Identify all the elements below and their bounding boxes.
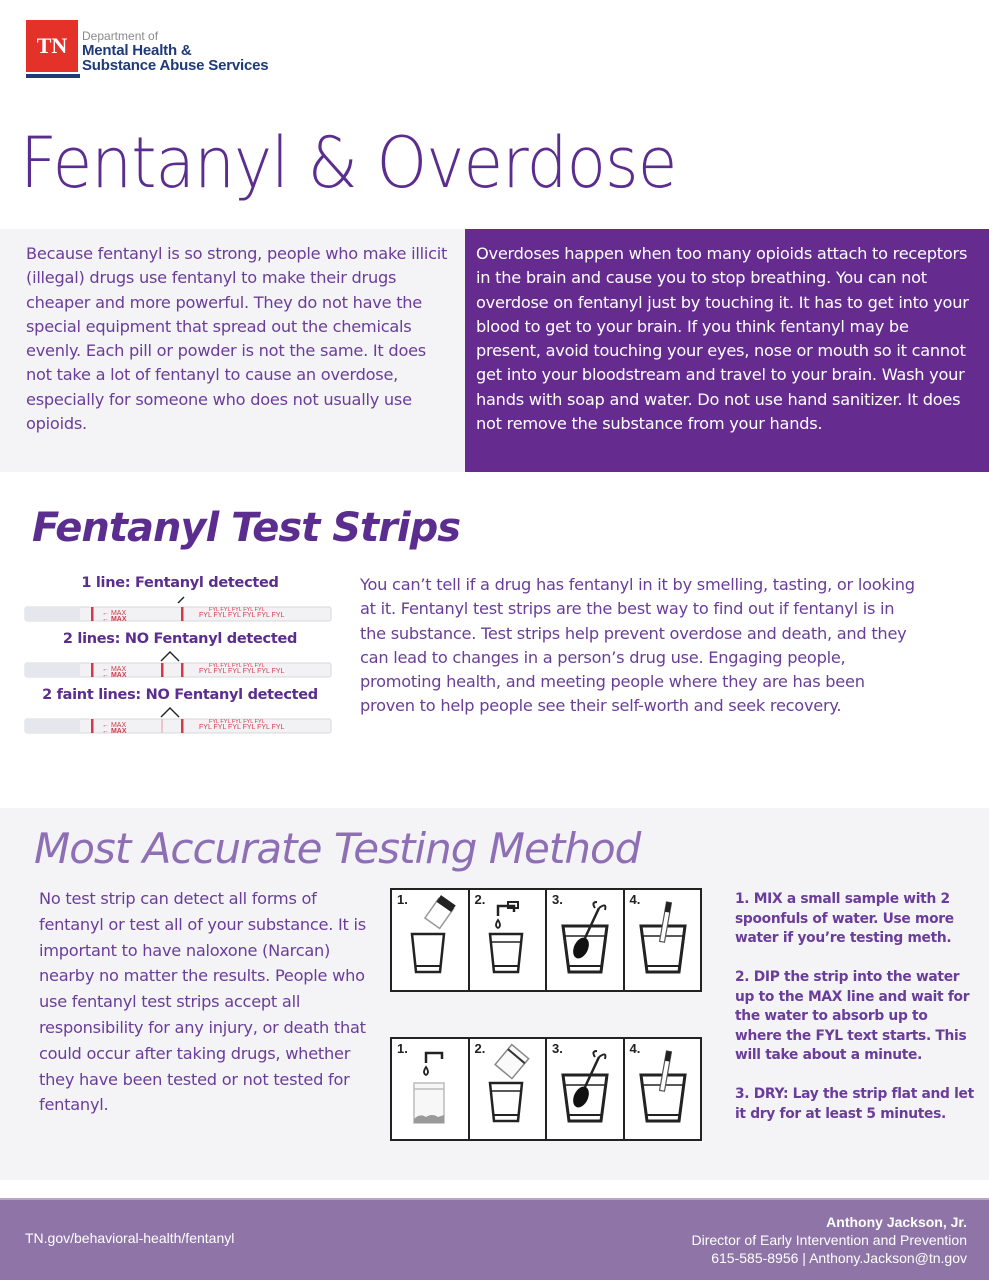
- intro-left-paragraph: Because fentanyl is so strong, people who make illicit (illegal) drugs use fentanyl to make their drugs cheaper and more powerful. They do not have the special equipment that spread out the chemicals evenly. Each pill or powder is not the same. It does not take a lot of fentanyl to cause an overdose, especially for someone who does not usually use opioids.: [26, 244, 448, 434]
- step-number: 1.: [397, 1041, 408, 1056]
- test-strips-heading: Fentanyl Test Strips: [32, 505, 461, 551]
- step-dip: 2. DIP the strip into the water up to the MAX line and wait for the water to absorb up to where the FYL text starts. This will take about a minute.: [735, 969, 970, 1063]
- tn-dept-logo: [26, 20, 268, 74]
- svg-text:← MAX: ← MAX: [102, 610, 127, 617]
- panel-b-step-1: [392, 1039, 470, 1139]
- footer-url-link[interactable]: TN.gov/behavioral-health/fentanyl: [25, 1230, 235, 1246]
- tn-logo-mark: [26, 20, 78, 72]
- dept-prefix: Department of: [82, 29, 159, 43]
- strip-result-label: 2 lines: NO Fentanyl detected: [62, 631, 298, 647]
- strip-in-cup-icon: [625, 890, 701, 990]
- testing-method-section: [0, 808, 989, 1180]
- contact-info: 615-585-8956 | Anthony.Jackson@tn.gov: [711, 1250, 967, 1266]
- svg-text:← MAX: ← MAX: [102, 728, 127, 735]
- svg-text:FYL FYL FYL FYL FYL FYL: FYL FYL FYL FYL FYL FYL: [199, 612, 285, 619]
- strip-in-cup-icon: [625, 1039, 701, 1139]
- footer-contact: [692, 1213, 967, 1267]
- faucet-drop-icon: [470, 890, 546, 990]
- svg-text:← MAX: ← MAX: [102, 616, 127, 623]
- panel-a-step-4: [625, 890, 701, 990]
- strip-result-label: 2 faint lines: NO Fentanyl detected: [42, 687, 318, 703]
- instruction-panel-pill: [390, 888, 702, 992]
- step-number: 2.: [474, 892, 486, 907]
- dept-name-line2: Substance Abuse Services: [82, 57, 269, 75]
- logo-mark-text: TN: [36, 33, 68, 58]
- spoon-stir-icon: [547, 1039, 623, 1139]
- svg-text:FYL FYL FYL FYL FY: FYL FYL FYL FYL FYL: [209, 607, 265, 613]
- svg-text:FYL FYL FYL FYL FY: FYL FYL FYL FYL FYL: [209, 663, 265, 669]
- faucet-into-bag-icon: [392, 1039, 468, 1139]
- contact-title: Director of Early Intervention and Prevention: [691, 1232, 967, 1248]
- strip-result-1: [24, 575, 336, 631]
- testing-method-paragraph: No test strip can detect all forms of fentanyl or test all of your substance. It is important to have naloxone (Narcan) nearby no matter the results. People who use fentanyl test strips accept all responsibility for any injury, or death that could occur after taking drugs, whether they have been tested or not tested for fentanyl.: [39, 889, 366, 1115]
- step-number: 3.: [552, 1041, 563, 1056]
- intro-right-paragraph: Overdoses happen when too many opioids attach to receptors in the brain and cause you to stop breathing. You can not overdose on fentanyl just by touching it. It has to get into your blood to get to your brain. If you think fentanyl may be present, avoid touching your eyes, nose or mouth so it cannot get into your bloodstream and travel to your brain. Wash your hands with soap and water. Do not use hand sanitizer. It does not remove the substance from your hands.: [476, 244, 969, 434]
- svg-text:FYL FYL FYL FYL FYL FYL: FYL FYL FYL FYL FYL FYL: [199, 724, 285, 731]
- panel-b-step-3: [547, 1039, 625, 1139]
- testing-method-heading: Most Accurate Testing Method: [34, 824, 641, 873]
- step-number: 1.: [397, 892, 408, 907]
- test-strip-one-line-icon: [24, 595, 336, 629]
- panel-b-step-4: [625, 1039, 701, 1139]
- svg-text:← MAX: ← MAX: [102, 672, 127, 679]
- panel-a-step-2: [470, 890, 548, 990]
- test-strips-paragraph: You can’t tell if a drug has fentanyl in it by smelling, tasting, or looking at it. Fentanyl test strips are the best way to find out if fentanyl is in the substance. Test strips help prevent overdose and death, and they can lead to changes in a person’s drug use. Engaging people, promoting health, and meeting people where they are has been proven to help people see their self-worth and seek recovery.: [360, 575, 915, 716]
- test-strip-faint-lines-icon: [24, 707, 336, 741]
- svg-text:FYL FYL FYL FYL FY: FYL FYL FYL FYL FYL: [209, 719, 265, 725]
- panel-a-step-3: [547, 890, 625, 990]
- svg-text:← MAX: ← MAX: [102, 722, 127, 729]
- page-title: [20, 122, 676, 204]
- page-title-text: Fentanyl & Overdose: [20, 122, 677, 204]
- contact-name: Anthony Jackson, Jr.: [826, 1214, 967, 1230]
- step-mix: 1. MIX a small sample with 2 spoonfuls of water. Use more water if you’re testing meth.: [735, 891, 954, 946]
- test-strip-results: [24, 575, 336, 743]
- step-dry: 3. DRY: Lay the strip flat and let it dry for at least 5 minutes.: [735, 1086, 974, 1122]
- intro-overdose-callout: [465, 229, 989, 472]
- logo-text: [82, 30, 268, 74]
- strip-result-label: 1 line: Fentanyl detected: [81, 575, 279, 591]
- bag-pour-icon: [470, 1039, 546, 1139]
- strip-result-3: [24, 687, 336, 743]
- svg-text:← MAX: ← MAX: [102, 666, 127, 673]
- panel-b-step-2: [470, 1039, 548, 1139]
- test-strip-two-lines-icon: [24, 651, 336, 685]
- testing-steps: [735, 890, 975, 1144]
- intro-section: [0, 229, 989, 472]
- spoon-stir-icon: [547, 890, 623, 990]
- step-number: 2.: [474, 1041, 486, 1056]
- dept-name-line1: Mental Health &: [82, 41, 192, 59]
- footer: [0, 1198, 989, 1280]
- logo-underline: [26, 74, 80, 78]
- pill-bottle-pour-icon: [392, 890, 468, 990]
- step-number: 4.: [629, 1041, 641, 1056]
- svg-text:FYL FYL FYL FYL FYL FYL: FYL FYL FYL FYL FYL FYL: [199, 668, 285, 675]
- step-number: 4.: [629, 892, 641, 907]
- strip-result-2: [24, 631, 336, 687]
- instruction-panel-powder: [390, 1037, 702, 1141]
- step-number: 3.: [552, 892, 563, 907]
- panel-a-step-1: [392, 890, 470, 990]
